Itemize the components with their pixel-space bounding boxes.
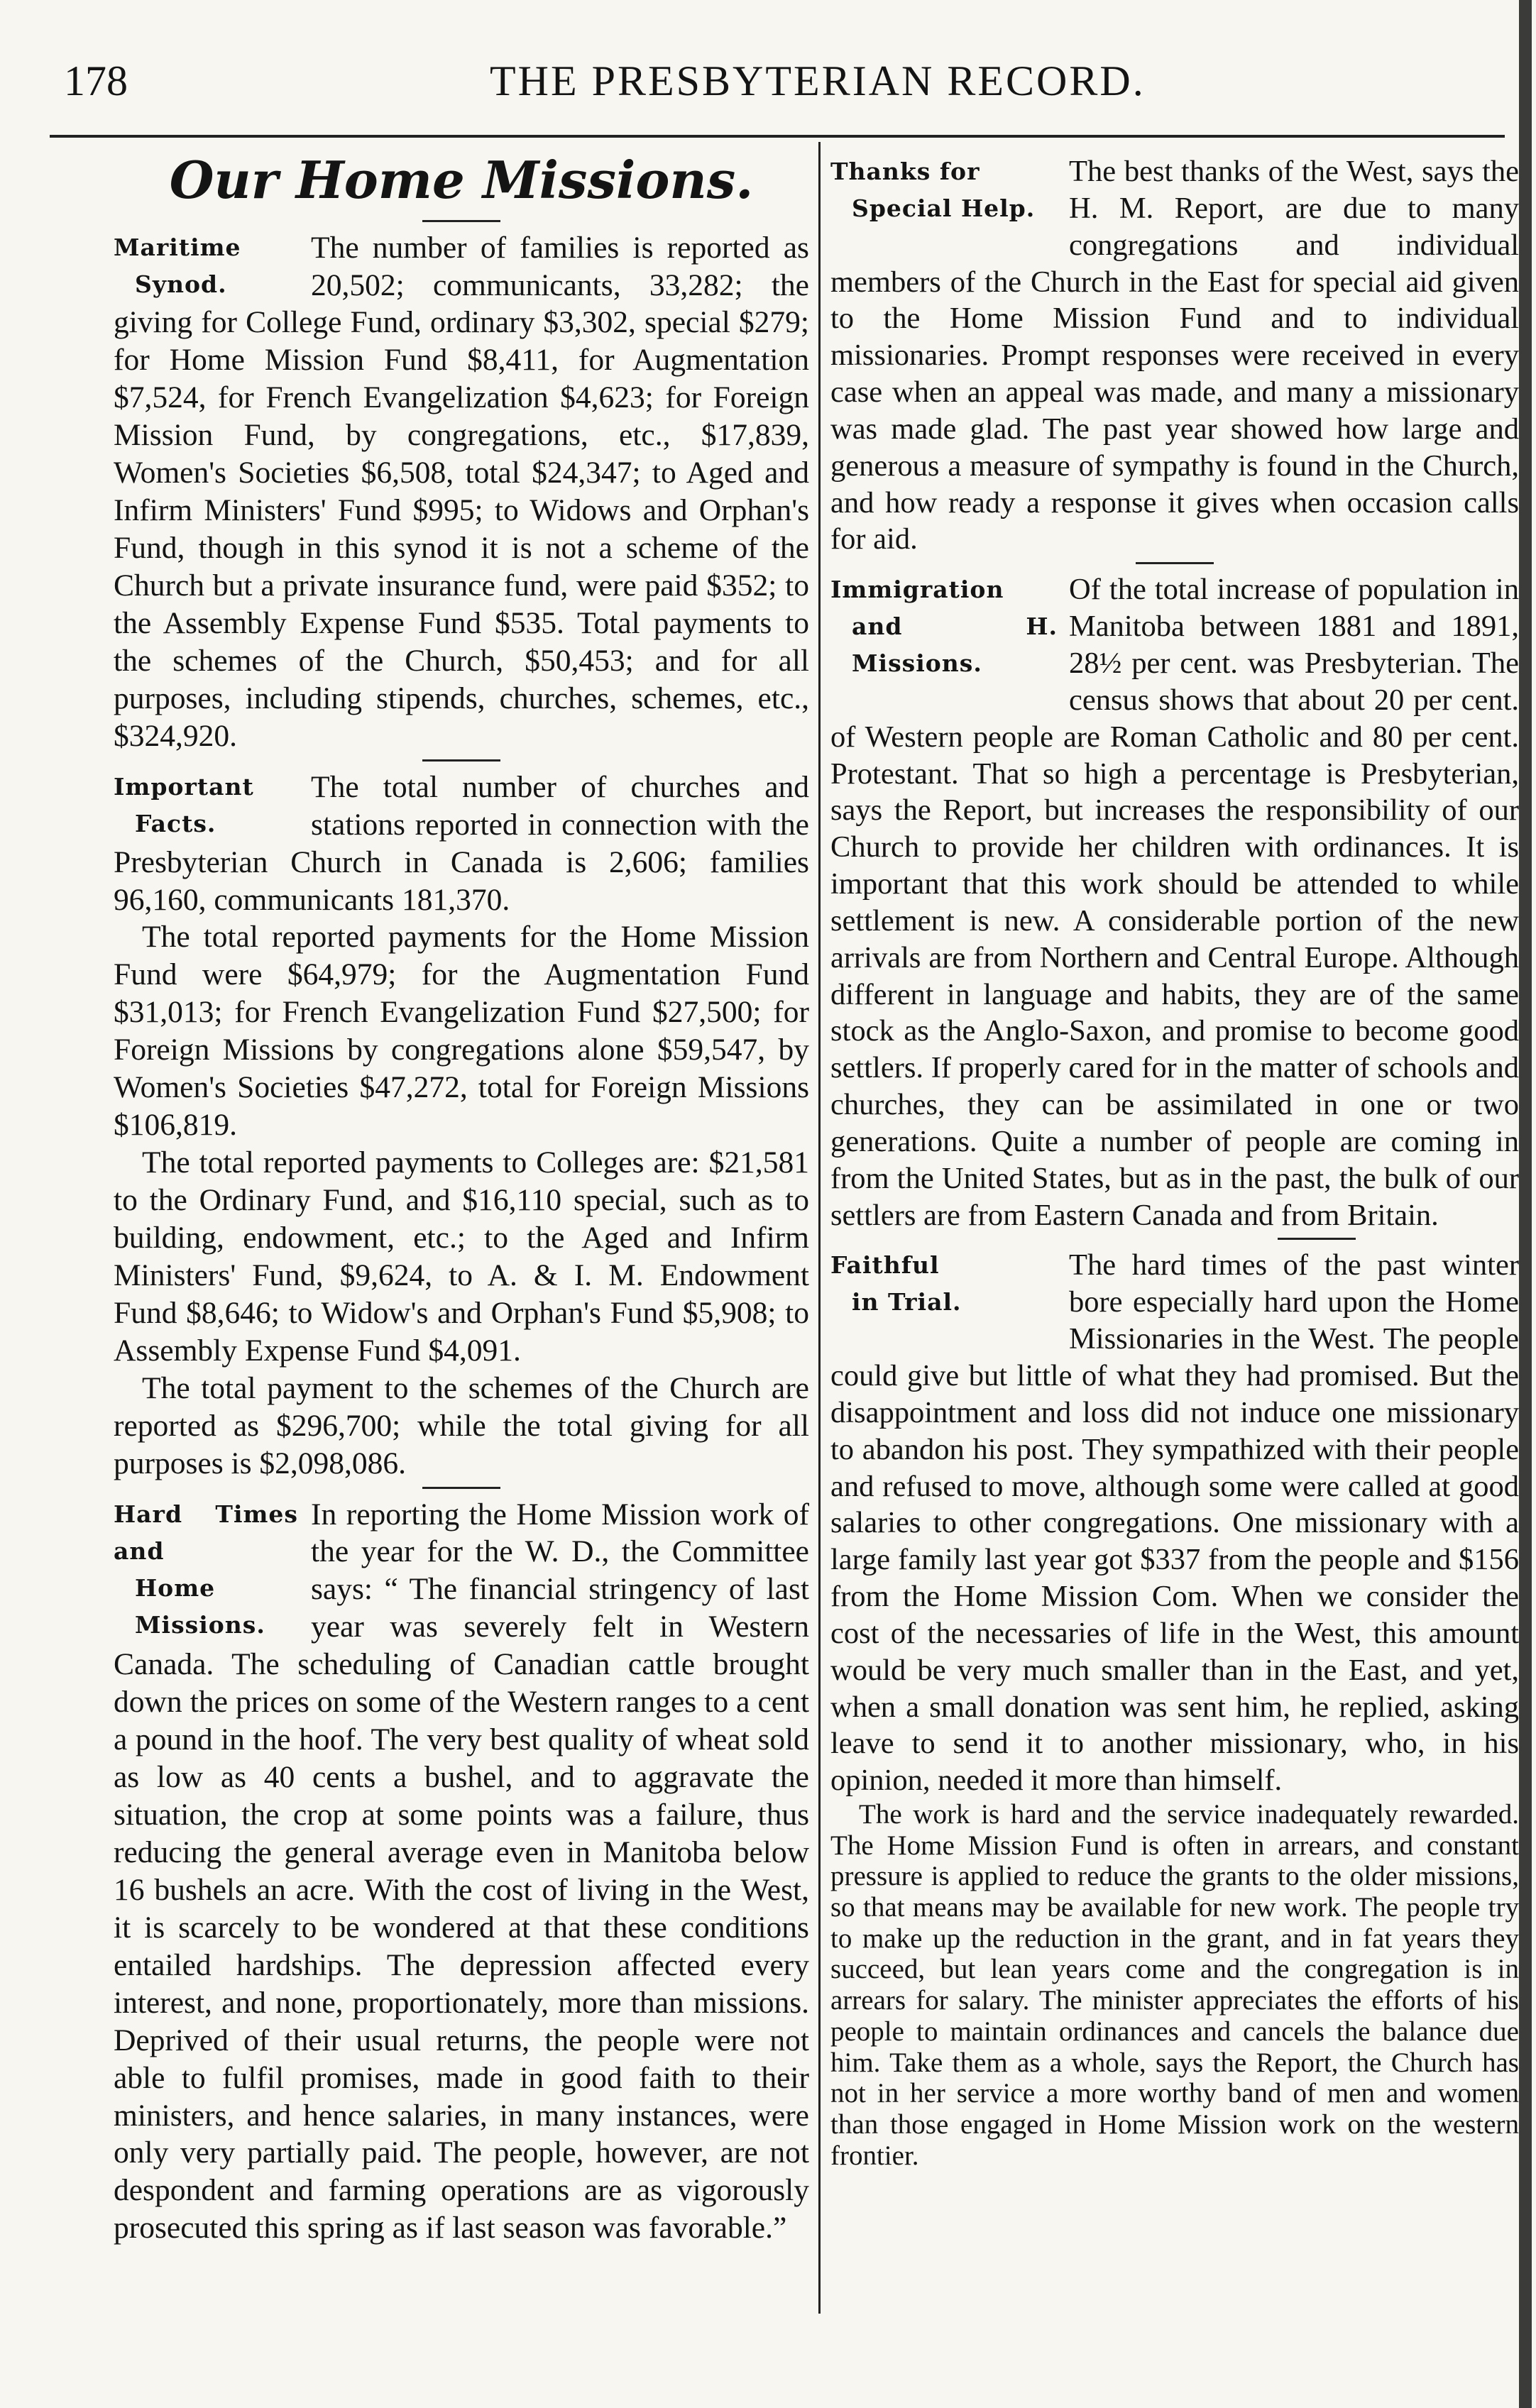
- section-rule: [422, 759, 500, 762]
- page-number: 178: [64, 57, 128, 104]
- section-rule: [1136, 562, 1214, 564]
- article-text: The total number of churches and stations reported in connection with the Presbyterian Church in Canada is 2,606; families 96,160, communicants 181,370.: [114, 769, 809, 917]
- article-text: The number of families is reported as 20,502; communicants, 33,282; the giving for College Fund, ordinary $3,302, special $279; for Home Mission Fund $8,411, for Augmentation $7,524, for French Evangelization $4,623; for Foreign Mission Fund, by congregations, etc., $17,839, Women's Societies $6,508, total $24,347; to Aged and Infirm Ministers' Fund $995; to Widows and Orphan's Fund, though in this synod it is not a scheme of the Church but a private insurance fund, were paid $352; to the Assembly Expense Fund $535. Total payments to the schemes of the Church, $50,453; and for all purposes, including stipends, churches, schemes, etc., $324,920.: [114, 230, 809, 753]
- column-divider: [818, 142, 821, 2314]
- running-title: THE PRESBYTERIAN RECORD.: [490, 57, 1146, 104]
- title-rule: [422, 220, 500, 222]
- side-head-hard-times: Hard Times and Home Missions.: [114, 1500, 298, 1639]
- section-rule: [422, 1487, 500, 1489]
- article-text: The best thanks of the West, says the H. M. Report, are due to many congregations and individual members of the Church in the East for special aid given to the Home Mission Fund and to individual missionaries. Prompt responses were received in every case when an appeal was made, and many a missionary was made glad. The past year showed how large and generous a measure of sympathy is found in the Church, and how ready a response it gives when occasion calls for aid.: [830, 155, 1519, 556]
- article-text: In reporting the Home Mission work of the year for the W. D., the Committee says: “ The financial stringency of last year was severely felt in Western Canada. The scheduling of Canadian cattle brought down the prices on some of the Western ranges to a cent a pound in the hoof. The very best quality of wheat sold as low as 40 cents a bushel, and to aggravate the situation, the crop at some points was a failure, thus reducing the general average even in Manitoba below 16 bushels an acre. With the cost of living in the West, it is scarcely to be wondered at that these conditions entailed hardships. The depression affected every interest, and none, proportionately, more than missions. Deprived of their usual returns, the people were not able to fulfil promises, made in good faith to their ministers, and hence salaries, in many instances, were only very partially paid. The people, however, are not despondent and farming operations are as vigorously prosecuted this spring as if last season was favorable.”: [114, 1497, 809, 2245]
- article-maritime-synod: [114, 229, 809, 755]
- article-text: The hard times of the past winter bore especially hard upon the Home Missionaries in the West. The people could give but little of what they had promised. But the disappointment and loss did not induce one missionary to abandon his post. They sympathized with their people and refused to move, although some were called at good salaries to other congregations. One missionary with a large family last year got $337 from the people and $156 from the Home Mission Com. When we consider the cost of the necessaries of life in the West, this amount would be very much smaller than in the East, and yet, when a small donation was sent him, he replied, asking leave to send it to another missionary, who, in his opinion, needed it more than himself.: [830, 1248, 1519, 1798]
- side-head-maritime: Maritime Synod.: [114, 233, 241, 298]
- article-important-facts: [114, 769, 809, 1483]
- article-paragraph: The work is hard and the service inadequately rewarded. The Home Mission Fund is often in arrears, and constant pressure is applied to reduce the grants to the older missions, so that means may be available for new work. The people try to make up the reduction in the grant, and in fat years they succeed, but lean years come and the congregation is in arrears for salary. The minister appreciates the efforts of his people to maintain ordinances and cancels the balance due him. Take them as a whole, says the Report, the Church has not in her service a more worthy band of men and women than those engaged in Home Mission work on the western frontier.: [830, 1799, 1519, 2171]
- side-head-important: Important Facts.: [114, 772, 254, 837]
- right-column: [830, 149, 1519, 2171]
- left-column: [114, 149, 809, 2247]
- page-edge-shadow: [1519, 0, 1532, 2408]
- article-thanks: [830, 153, 1519, 558]
- article-text: Of the total increase of population in Manitoba between 1881 and 1891, 28½ per cent. was Presbyterian. The census shows that about 20 per cent. of Western people are Roman Catholic and 80 per cent. Protestant. That so high a percentage is Presbyterian, says the Report, but increases the responsibility of our Church to provide her children with ordinances. It is important that this work should be attended to while settlement is new. A considerable portion of the new arrivals are from Northern and Central Europe. Although different in language and habits, they are of the same stock as the Anglo-Saxon, and promise to become good settlers. If properly cared for in the matter of schools and churches, they can be assimilated in one or two generations. Quite a number of people are coming in from the United States, but as in the past, the bulk of our settlers are from Eastern Canada and from Britain.: [830, 573, 1519, 1232]
- side-head-thanks: Thanks for Special Help.: [830, 158, 1036, 222]
- article-hard-times: [114, 1496, 809, 2248]
- section-title: Our Home Missions.: [169, 150, 754, 210]
- article-immigration: [830, 571, 1519, 1233]
- article-paragraph: The total reported payments for the Home Mission Fund were $64,979; for the Augmentation Fund $31,013; for French Evangelization Fund $27,500; for Foreign Missions by congregations alone $59,547, by Women's Societies $47,272, total for Foreign Missions $106,819.: [114, 920, 809, 1143]
- side-head-immigration: Immigration and H. Missions.: [830, 576, 1058, 678]
- side-head-faithful: Faithful in Trial.: [830, 1251, 962, 1316]
- article-paragraph: The total reported payments to Colleges are: $21,581 to the Ordinary Fund, and $16,110 special, such as to building, endowment, etc.; to the Aged and Infirm Ministers' Fund, $9,624, to A. & I. M. Endowment Fund $8,646; to Widow's and Orphan's Fund $5,908; to Assembly Expense Fund $4,091.: [114, 1145, 809, 1368]
- page-header: [64, 50, 1498, 128]
- header-rule: [50, 135, 1505, 138]
- article-paragraph: The total payment to the schemes of the Church are reported as $296,700; while the total giving for all purposes is $2,098,086.: [114, 1370, 809, 1480]
- article-faithful: [830, 1247, 1519, 2171]
- section-rule: [1278, 1238, 1356, 1240]
